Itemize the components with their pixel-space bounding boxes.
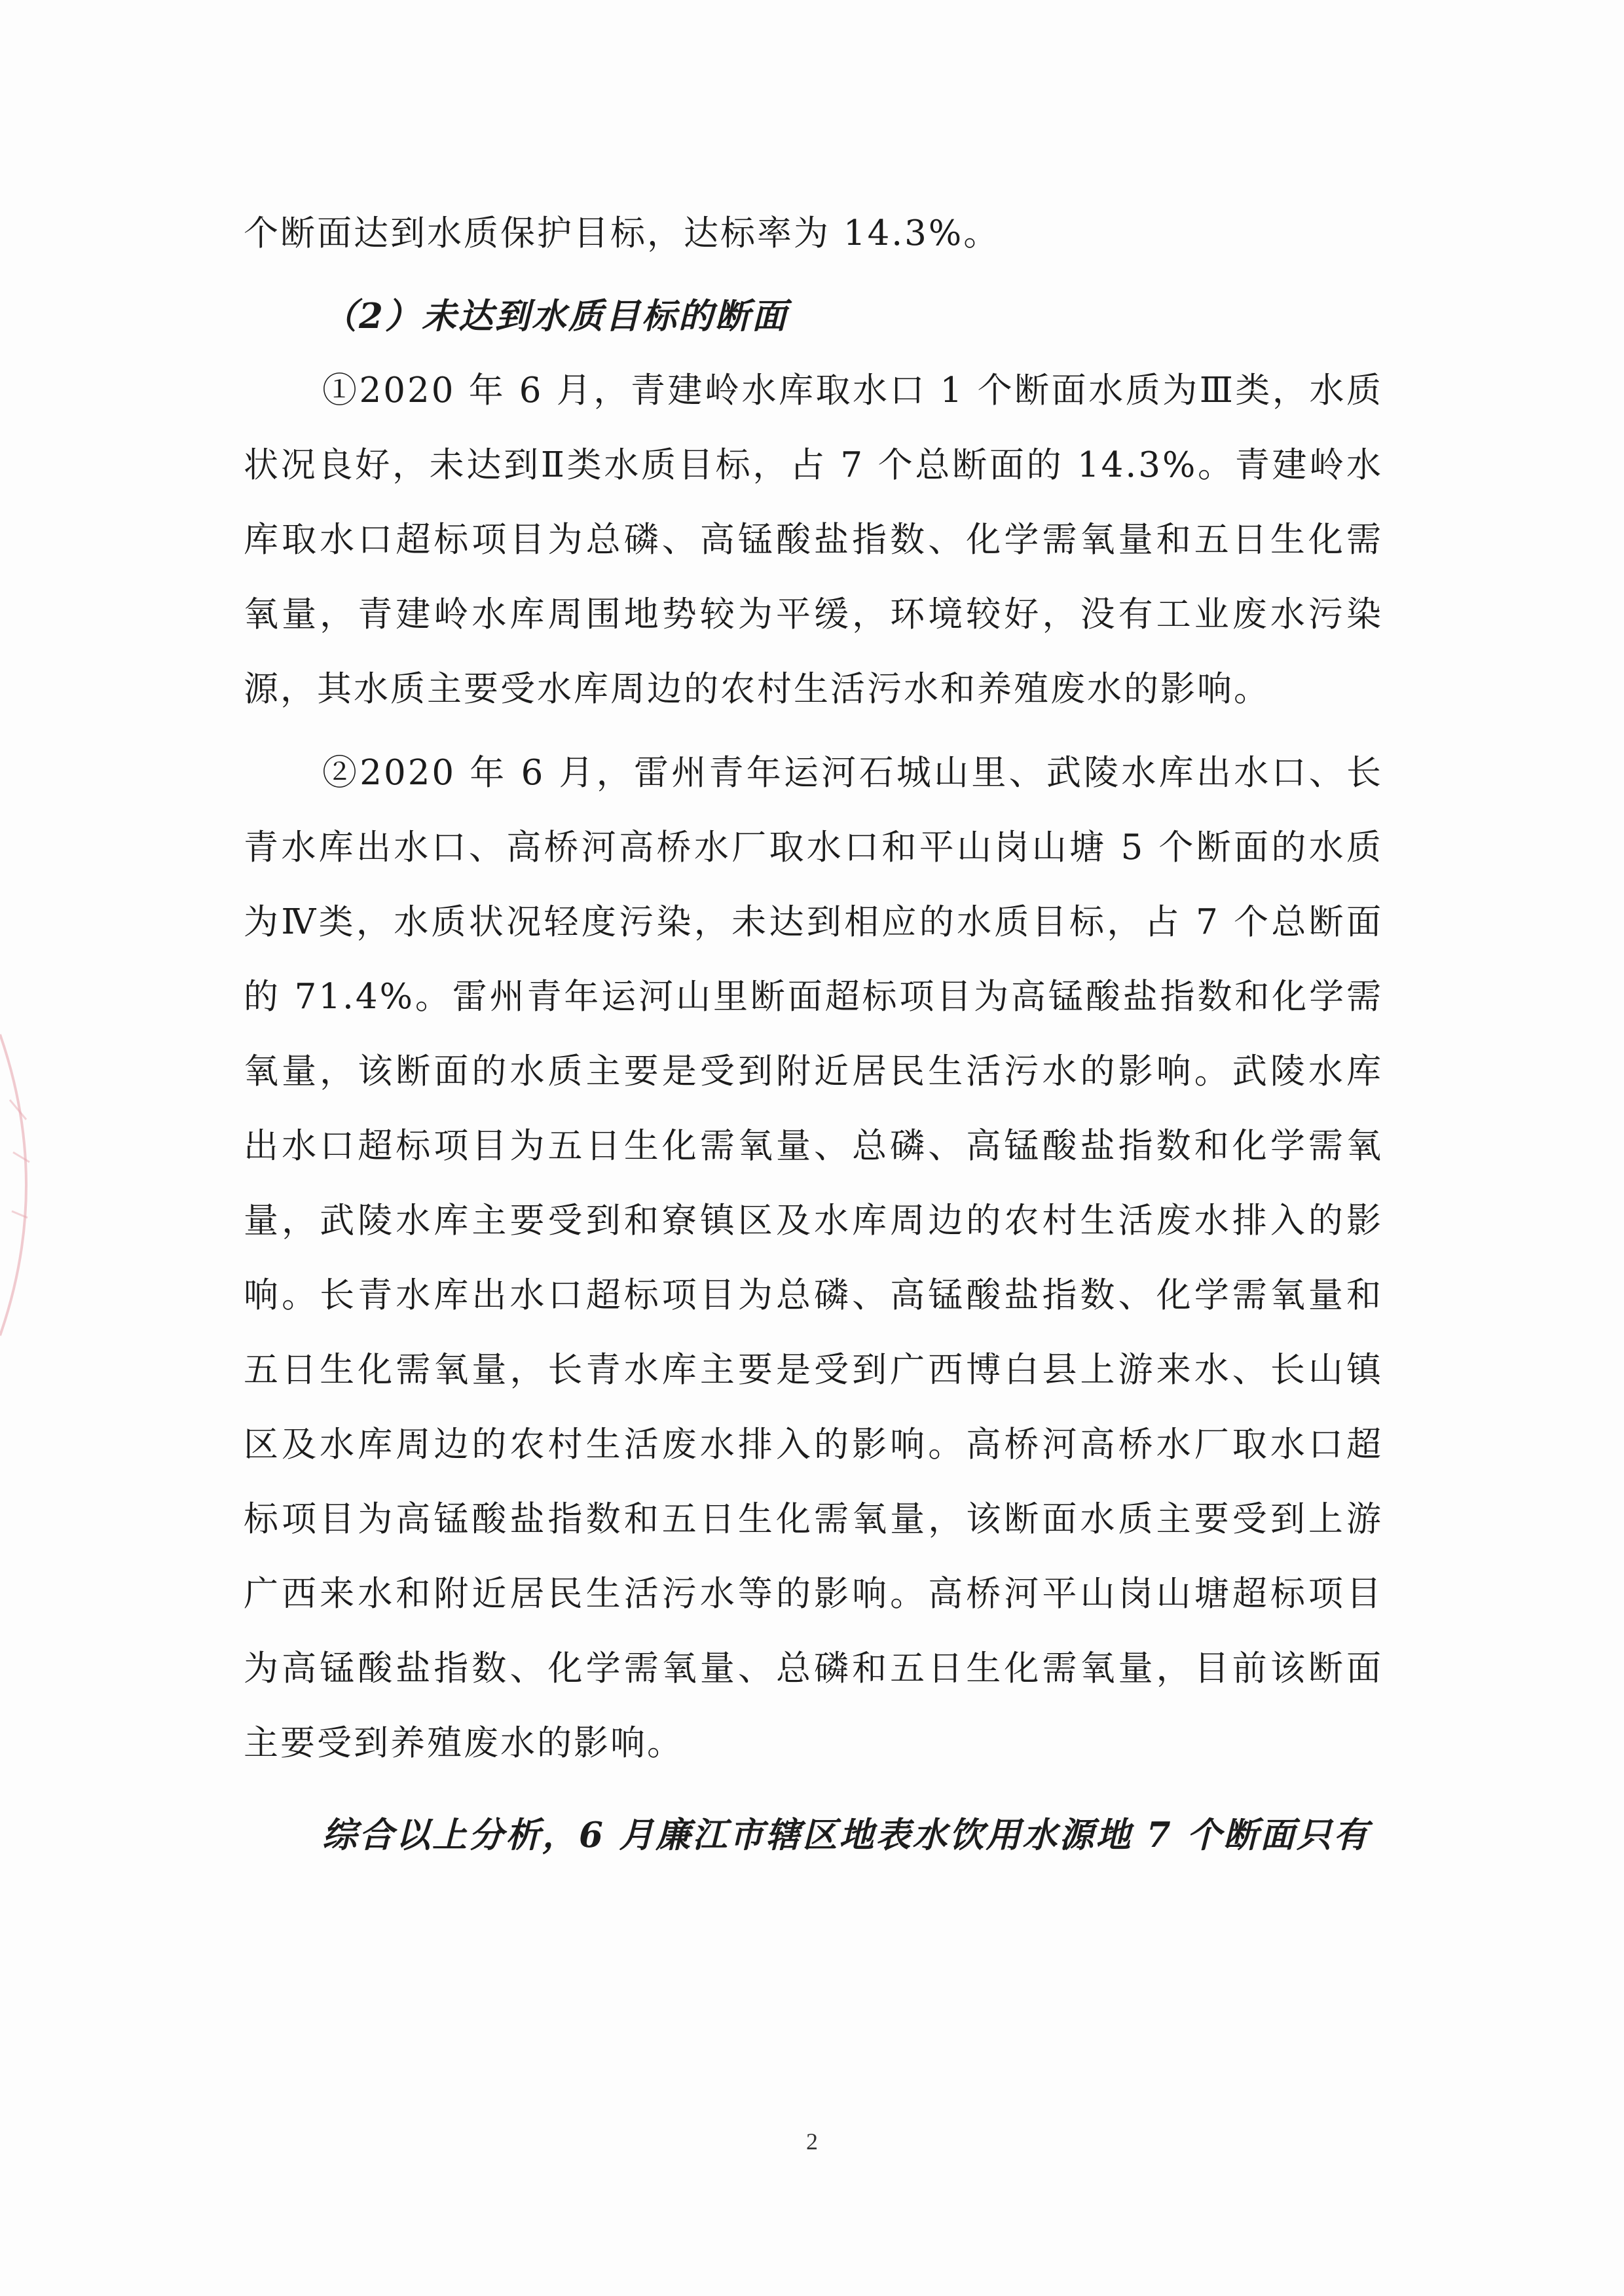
- paragraph-line: ①2020 年 6 月，青建岭水库取水口 1 个断面水质为Ⅲ类，水质: [322, 371, 1383, 410]
- paragraph-line: 五日生化需氧量，长青水库主要是受到广西博白县上游来水、长山镇: [244, 1350, 1383, 1390]
- paragraph-line: 源，其水质主要受水库周边的农村生活污水和养殖废水的影响。: [244, 669, 1270, 709]
- paragraph-2: [244, 736, 1383, 1781]
- document-body: [244, 196, 1383, 1872]
- paragraph-line: ②2020 年 6 月，雷州青年运河石城山里、武陵水库出水口、长: [322, 753, 1383, 793]
- paragraph-gap: [244, 1781, 1383, 1790]
- paragraph-line: 库取水口超标项目为总磷、高锰酸盐指数、化学需氧量和五日生化需: [244, 520, 1383, 560]
- paragraph-line: 为Ⅳ类，水质状况轻度污染，未达到相应的水质目标，占 7 个总断面: [244, 902, 1383, 942]
- paragraph-line: 量，武陵水库主要受到和寮镇区及水库周边的农村生活废水排入的影: [244, 1201, 1383, 1241]
- paragraph-line: 主要受到养殖废水的影响。: [244, 1723, 684, 1763]
- paragraph-line: 出水口超标项目为五日生化需氧量、总磷、高锰酸盐指数和化学需氧: [244, 1126, 1383, 1166]
- section-heading: （2）未达到水质目标的断面: [322, 296, 788, 337]
- paragraph-line: 为高锰酸盐指数、化学需氧量、总磷和五日生化需氧量，目前该断面: [244, 1649, 1383, 1688]
- paragraph-gap: [244, 727, 1383, 736]
- paragraph-line: 标项目为高锰酸盐指数和五日生化需氧量，该断面水质主要受到上游: [244, 1499, 1383, 1539]
- paragraph-line: 区及水库周边的农村生活废水排入的影响。高桥河高桥水厂取水口超: [244, 1425, 1383, 1465]
- paragraph-1: [244, 354, 1383, 727]
- paragraph-line: 氧量，青建岭水库周围地势较为平缓，环境较好，没有工业废水污染: [244, 594, 1383, 634]
- paragraph-line: 状况良好，未达到Ⅱ类水质目标，占 7 个总断面的 14.3%。青建岭水: [244, 445, 1383, 485]
- paragraph-line: 氧量，该断面的水质主要是受到附近居民生活污水的影响。武陵水库: [244, 1051, 1383, 1091]
- paragraph-line: 广西来水和附近居民生活污水等的影响。高桥河平山岗山塘超标项目: [244, 1574, 1383, 1614]
- paragraph-line: 响。长青水库出水口超标项目为总磷、高锰酸盐指数、化学需氧量和: [244, 1275, 1383, 1315]
- conclusion-line: 综合以上分析，6 月廉江市辖区地表水饮用水源地 7 个断面只有: [322, 1815, 1371, 1855]
- paragraph-line: 青水库出水口、高桥河高桥水厂取水口和平山岗山塘 5 个断面的水质: [244, 828, 1383, 867]
- continuation-line: 个断面达到水质保护目标，达标率为 14.3%。: [244, 213, 1001, 253]
- official-seal-stamp: [0, 1021, 59, 1349]
- paragraph-line: 的 71.4%。雷州青年运河山里断面超标项目为高锰酸盐指数和化学需: [244, 977, 1383, 1017]
- page-number: 2: [806, 2128, 818, 2155]
